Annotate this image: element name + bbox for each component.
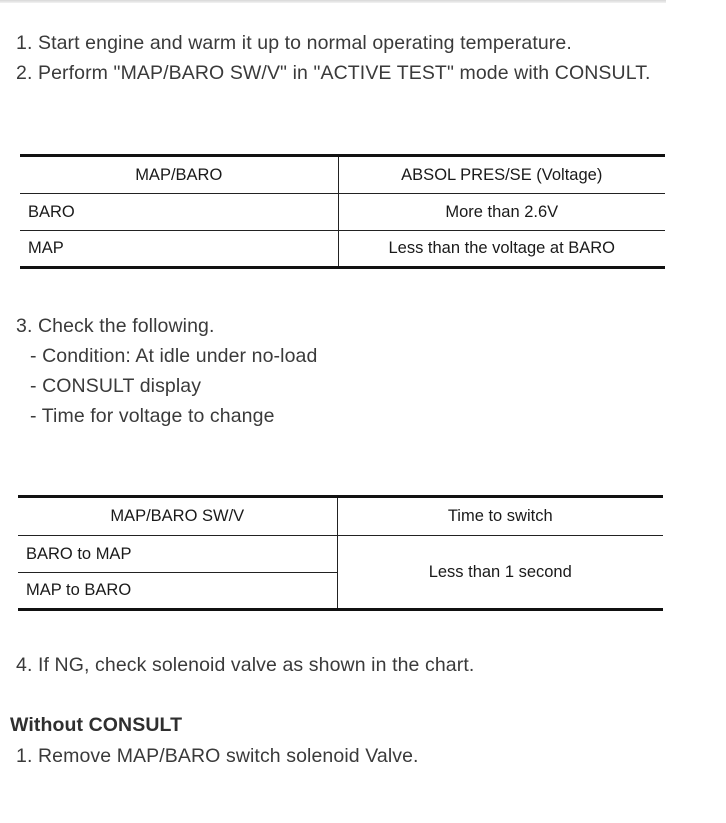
map-baro-voltage-table [20,154,665,269]
step-4: 4. If NG, check solenoid valve as shown in the chart. [16,654,475,676]
table-cell: More than 2.6V [338,194,665,231]
step-3-item: - CONSULT display [30,375,202,397]
step-3-title: 3. Check the following. [16,315,215,337]
switch-time-table [18,495,663,611]
step-2: 2. Perform "MAP/BARO SW/V" in "ACTIVE TEST" mode with CONSULT. [16,62,651,84]
step-1: 1. Start engine and warm it up to normal operating temperature. [16,32,572,54]
section-heading: Without CONSULT [10,714,183,736]
table-header-row [18,497,663,536]
without-consult-step-1: 1. Remove MAP/BARO switch solenoid Valve. [16,745,419,767]
table-header-cell: Time to switch [337,497,663,536]
table-header-cell: MAP/BARO SW/V [18,497,337,536]
table-header-row [20,156,665,194]
table-row [20,194,665,231]
table-cell: BARO to MAP [18,536,337,573]
table-cell: MAP to BARO [18,573,337,610]
step-3-item: - Time for voltage to change [30,405,275,427]
top-divider [0,0,666,3]
table-cell: MAP [20,231,338,268]
table-header-cell: ABSOL PRES/SE (Voltage) [338,156,665,194]
step-3-item: - Condition: At idle under no-load [30,345,318,367]
table-header-cell: MAP/BARO [20,156,338,194]
table-row [18,536,663,573]
table-cell: BARO [20,194,338,231]
table-row [20,231,665,268]
table-cell: Less than the voltage at BARO [338,231,665,268]
table-cell-merged: Less than 1 second [337,536,663,610]
